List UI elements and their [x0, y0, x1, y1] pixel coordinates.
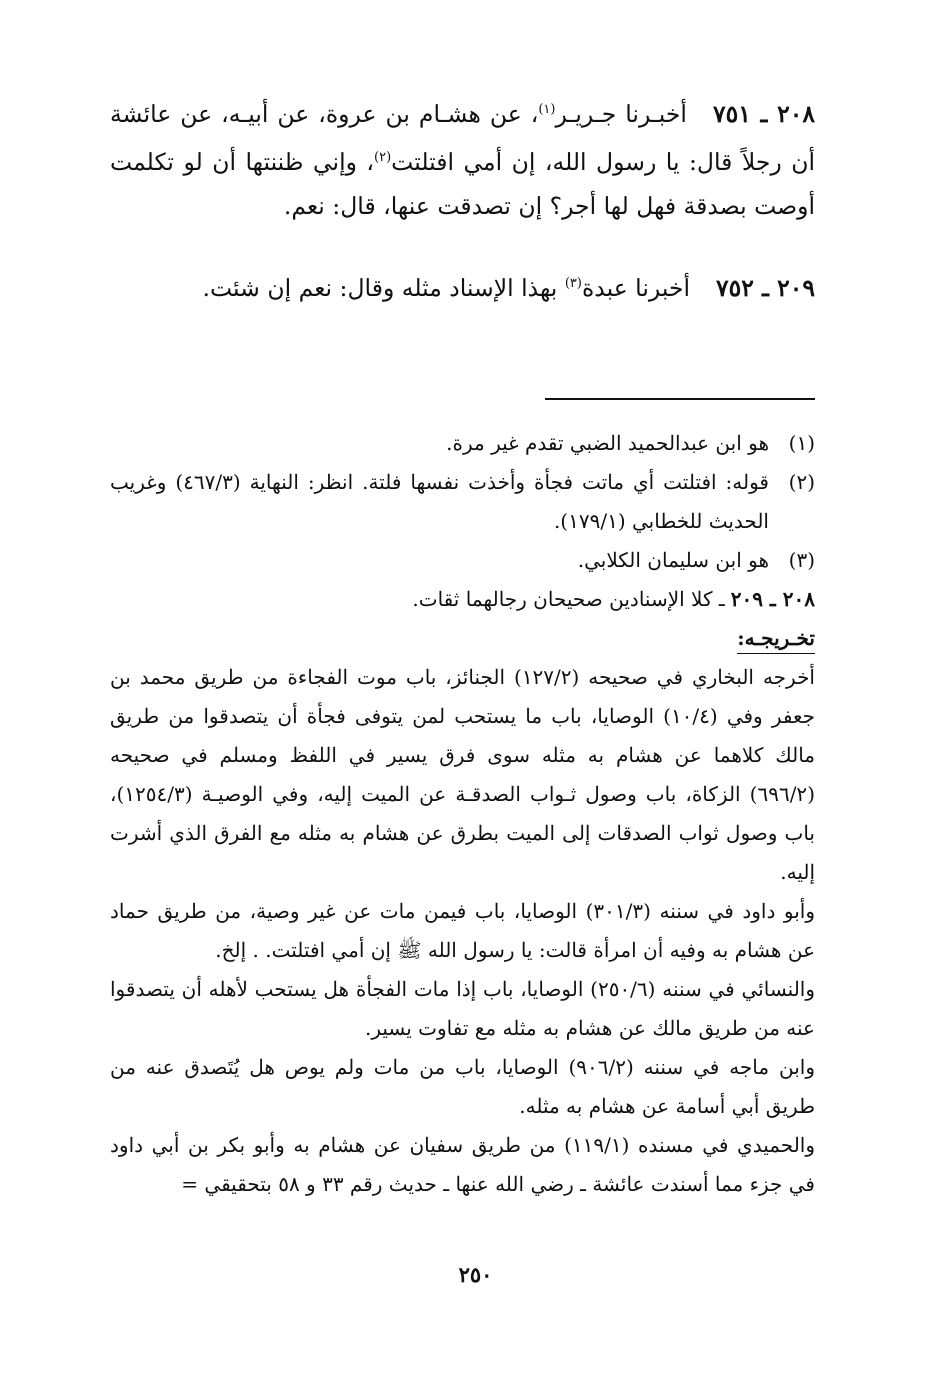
takhrij-paragraph: والحميدي في مسنده (١١٩/١) من طريق سفيان عن هشام به وأبو بكر بن أبي داود في جزء مما أسندت عائشة ـ رضي الله عنها ـ حديث رقم ٣٣ و ٥٨ بتحقيقي = [110, 1133, 816, 1196]
footnote-number: (٢) [788, 470, 815, 494]
hadith-text: أخبرنا عبدة [581, 273, 690, 302]
footnote-3 [110, 541, 815, 580]
hadith-number: ٢٠٩ ـ ٧٥٢ [716, 273, 815, 302]
hadith-number: ٢٠٨ ـ ٧٥١ [712, 99, 815, 128]
takhrij-paragraph: والنسائي في سننه (٢٥٠/٦) الوصايا، باب إذا مات الفجأة هل يستحب لأهله أن يتصدقوا عنه من طريق مالك عن هشام به مثله مع تفاوت يسير. [110, 977, 816, 1040]
footnote-number: (١) [788, 431, 815, 455]
hadith-text: أخبـرنا جـريـر [555, 99, 687, 128]
footnote-text: هو ابن سليمان الكلابي. [577, 548, 769, 572]
takhrij-paragraph: وابن ماجه في سننه (٩٠٦/٢) الوصايا، باب من مات ولم يوص هل يُتَصدق عنه من طريق أبي أسامة عن هشام به مثله. [110, 1055, 815, 1118]
footnote-ref[interactable]: (١) [538, 102, 556, 117]
footnote-number: (٣) [788, 548, 815, 572]
footnote-1 [110, 424, 815, 463]
footnote-text: قوله: افتلتت أي ماتت فجأة وأخذت نفسها فلتة. انظر: النهاية (٤٦٧/٣) وغريب الحديث للخطابي (١٧٩/١). [110, 470, 769, 533]
footnote-text: هو ابن عبدالحميد الضبي تقدم غير مرة. [446, 431, 769, 455]
takhrij-heading: تخـريجـه: [737, 623, 815, 654]
footnote-number: ٢٠٨ ـ ٢٠٩ [730, 587, 815, 611]
footnote-divider [545, 398, 815, 400]
hadith-text: بهذا الإسناد مثله وقال: نعم إن شئت. [202, 273, 565, 302]
footnote-text: ـ كلا الإسنادين صحيحان رجالهما ثقات. [412, 587, 725, 611]
footnotes-section [110, 424, 815, 1204]
takhrij-paragraph: وأبو داود في سننه (٣٠١/٣) الوصايا، باب فيمن مات عن غير وصية، من طريق حماد عن هشام به وفيه أن امرأة قالت: يا رسول الله ﷺ إن أمي افتلتت. . إلخ. [110, 899, 815, 962]
hadith-751 [110, 88, 815, 228]
page-number: ٢٥٠ [458, 1262, 493, 1287]
footnote-ref[interactable]: (٢) [374, 149, 392, 165]
hadith-text: ، وإني ظننتها أن لو تكلمت أوصت بصدقة فهل لها أجر؟ إن تصدقت عنها، قال: نعم. [110, 147, 815, 220]
footnote-2 [110, 463, 815, 541]
takhrij-paragraph: أخرجه البخاري في صحيحه (١٢٧/٢) الجنائز، باب موت الفجاءة من طريق محمد بن جعفر وفي (١٠/٤) الوصايا، باب ما يستحب لمن يتوفى فجأة أن يتصدقوا من طريق مالك كلاهما عن هشام به مثله سوى فرق يسير في اللفظ ومسلم في صحيحه (٦٩٦/٢) الزكاة، باب وصول ثـواب الصدقـة عن الميت إليه، وفي الوصيـة (١٢٥٤/٣)، باب وصول ثواب الصدقات إلى الميت بطرق عن هشام به مثله مع الفرق الذي أشرت إليه. [110, 665, 815, 884]
footnote-ref[interactable]: (٣) [564, 276, 582, 291]
hadith-752 [110, 262, 815, 310]
footnote-208-209 [110, 580, 815, 619]
hadith-text: ، عن هشـام بن عروة، عن أبيـه، عن عائشة أن رجلاً قال: يا رسول الله، إن أمي افتلتت [110, 99, 815, 176]
